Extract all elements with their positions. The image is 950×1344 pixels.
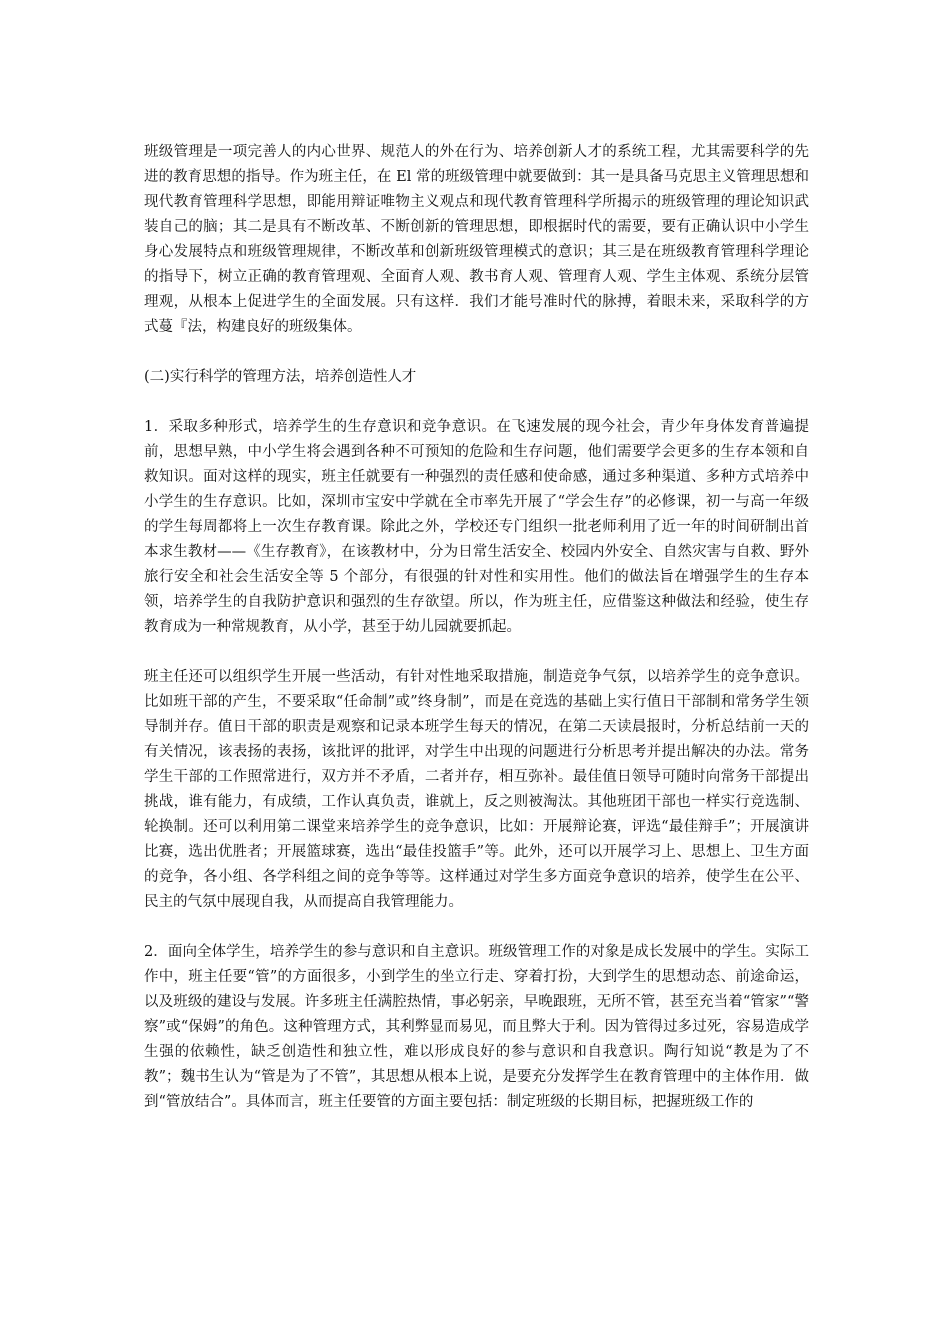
section-heading: (二)实行科学的管理方法，培养创造性人才 bbox=[144, 369, 417, 385]
point-1-paragraph: 1．采取多种形式，培养学生的生存意识和竞争意识。在飞速发展的现今社会，青少年身体发育普遍提前，思想早熟，中小学生将会遇到各种不可预知的危险和生存问题，他们需要学会更多的生存本领和自救知识。面对这样的现实，班主任就要有一种强烈的责任感和使命感，通过多种渠道、多种方式培养中小学生的生存意识。比如，深圳市宝安中学就在全市率先开展了“学会生存”的必修课，初一与高一年级的学生每周都将上一次生存教育课。除此之外，学校还专门组织一批老师利用了近一年的时间研制出首本求生教材——《生存教育》，在该教材中，分为日常生活安全、校园内外安全、自然灾害与自救、野外旅行安全和社会生活安全等 5 个部分，有很强的针对性和实用性。他们的做法旨在增强学生的生存本领，培养学生的自我防护意识和强烈的生存欲望。所以，作为班主任，应借鉴这种做法和经验，使生存教育成为一种常规教育，从小学，甚至于幼儿园就要抓起。 bbox=[144, 419, 809, 635]
intro-paragraph: 班级管理是一项完善人的内心世界、规范人的外在行为、培养创新人才的系统工程，尤其需要科学的先进的教育思想的指导。作为班主任，在 El 常的班级管理中就要做到：其一是具备马克思主义管理思想和现代教育管理科学思想，即能用辩证唯物主义观点和现代教育管理科学所揭示的班级管理的理论知识武装自己的脑；其二是具有不断改革、不断创新的管理思想，即根据时代的需要，要有正确认识中小学生身心发展特点和班级管理规律，不断改革和创新班级管理模式的意识；其三是在班级教育管理科学理论的指导下，树立正确的教育管理观、全面育人观、教书育人观、管理育人观、学生主体观、系统分层管理观，从根本上促进学生的全面发展。只有这样．我们才能号准时代的脉搏，着眼未来，采取科学的方式蔓『法，构建良好的班级集体。 bbox=[144, 144, 809, 335]
document-body bbox=[144, 140, 809, 1140]
competition-paragraph: 班主任还可以组织学生开展一些活动，有针对性地采取措施，制造竞争气氛，以培养学生的竞争意识。比如班干部的产生，不要采取“任命制”或”终身制”，而是在竞选的基础上实行值日干部制和常务学生领导制并存。值日干部的职责是观察和记录本班学生每天的情况，在第二天读晨报时，分析总结前一天的有关情况，该表扬的表扬，该批评的批评，对学生中出现的问题进行分析思考并提出解决的办法。常务学生干部的工作照常进行，双方并不矛盾，二者并存，相互弥补。最佳值日领导可随时向常务干部提出挑战，谁有能力，有成绩，工作认真负责，谁就上，反之则被淘汰。其他班团干部也一样实行竞选制、轮换制。还可以利用第二课堂来培养学生的竞争意识，比如：开展辩论赛，评选“最佳辩手”；开展演讲比赛，选出优胜者；开展篮球赛，选出“最佳投篮手”等。此外，还可以开展学习上、思想上、卫生方面的竞争，各小组、各学科组之间的竞争等等。这样通过对学生多方面竞争意识的培养，使学生在公平、民主的气氛中展现自我，从而提高自我管理能力。 bbox=[144, 669, 809, 910]
point-2-paragraph: 2．面向全体学生，培养学生的参与意识和自主意识。班级管理工作的对象是成长发展中的学生。实际工作中，班主任要“管”的方面很多，小到学生的坐立行走、穿着打扮，大到学生的思想动态、前途命运，以及班级的建设与发展。许多班主任满腔热情，事必躬亲，早晚跟班，无所不管，甚至充当着“管家”“警察”或“保姆”的角色。这种管理方式，其利弊显而易见，而且弊大于利。因为管得过多过死，容易造成学生强的依赖性，缺乏创造性和独立性，难以形成良好的参与意识和自我意识。陶行知说“教是为了不教”；魏书生认为“管是为了不管”，其思想从根本上说，是要充分发挥学生在教育管理中的主体作用．做到“管放结合”。具体而言，班主任要管的方面主要包括：制定班级的长期目标，把握班级工作的 bbox=[144, 944, 809, 1110]
